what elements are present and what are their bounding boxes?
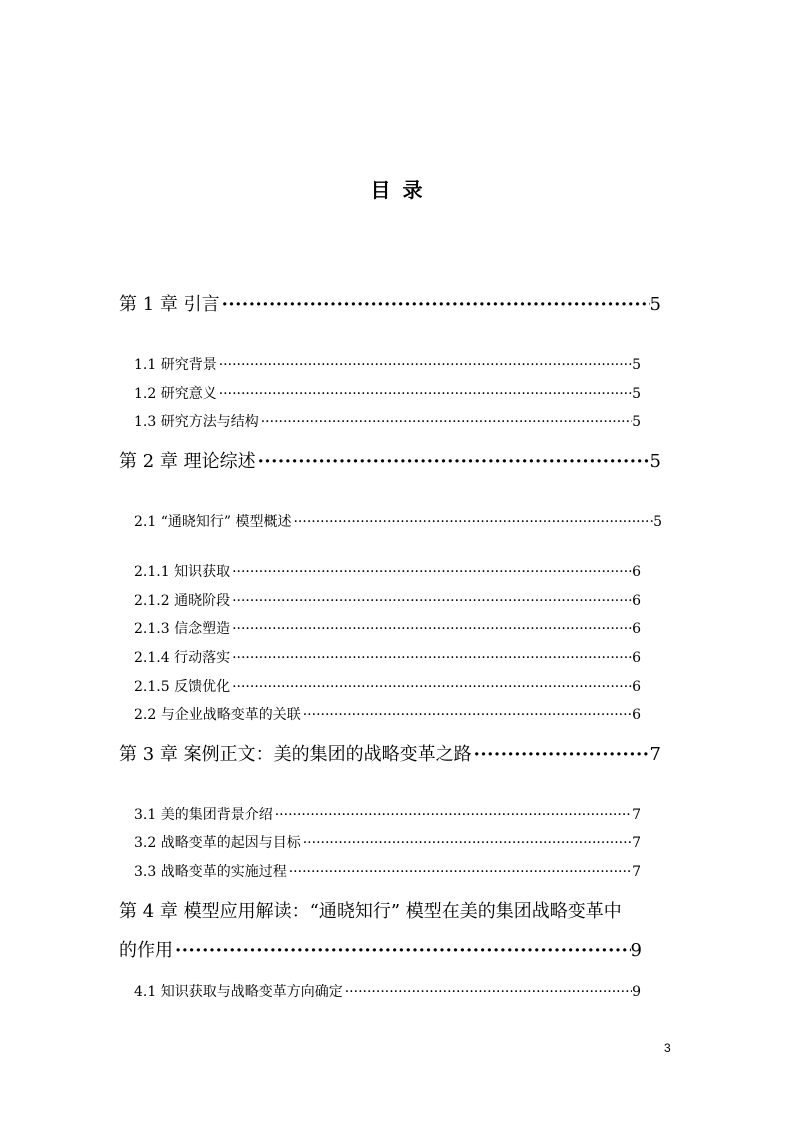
toc-label: 第 2 章 理论综述 (119, 451, 256, 472)
toc-label: 3.3 战略变革的实施过程 (134, 864, 287, 880)
toc-label: 1.1 研究背景 (134, 357, 217, 373)
toc-page-number: 6 (632, 707, 641, 723)
toc-label: 第 1 章 引言 (119, 294, 220, 315)
toc-page-number: 6 (632, 650, 641, 666)
toc-section-2-1-2[interactable] (134, 591, 641, 611)
toc-page-number: 6 (632, 679, 641, 695)
toc-leader-dots (303, 705, 632, 725)
toc-chapter-4-line-2[interactable] (119, 938, 642, 964)
toc-label: 2.2 与企业战略变革的关联 (134, 707, 301, 723)
toc-chapter-2[interactable] (119, 449, 661, 475)
toc-page-number: 7 (632, 835, 641, 851)
toc-section-4-1[interactable] (134, 982, 641, 1002)
toc-page-number: 6 (632, 621, 641, 637)
toc-label: 3.2 战略变革的起因与目标 (134, 835, 301, 851)
toc-leader-dots (345, 982, 632, 1002)
toc-label: 2.1.5 反馈优化 (134, 679, 231, 695)
toc-section-3-2[interactable] (134, 833, 641, 853)
toc-label: 2.1.4 行动落实 (134, 650, 231, 666)
toc-label: 1.3 研究方法与结构 (134, 414, 259, 430)
toc-title: 目录 (370, 178, 435, 202)
toc-page-number: 7 (632, 864, 641, 880)
toc-chapter-1[interactable] (119, 292, 661, 318)
toc-page-number: 9 (632, 984, 641, 1000)
toc-leader-dots (474, 742, 650, 768)
toc-page-number: 6 (632, 564, 641, 580)
toc-section-3-3[interactable] (134, 862, 641, 882)
toc-section-1-1[interactable] (134, 355, 641, 375)
toc-leader-dots (222, 292, 650, 318)
toc-section-2-1-1[interactable] (134, 562, 641, 582)
toc-section-2-1-4[interactable] (134, 648, 641, 668)
toc-section-1-2[interactable] (134, 384, 641, 404)
toc-page-number: 9 (630, 940, 642, 961)
toc-label: 1.2 研究意义 (134, 386, 217, 402)
toc-leader-dots (303, 833, 632, 853)
toc-page-number: 5 (632, 357, 641, 373)
toc-page-number: 5 (632, 414, 641, 430)
toc-label: 2.1.3 信念塑造 (134, 621, 231, 637)
toc-section-1-3[interactable] (134, 412, 641, 432)
toc-leader-dots (275, 805, 632, 825)
toc-label: 的作用 (119, 940, 173, 961)
toc-page-number: 5 (632, 386, 641, 402)
page-number: 3 (664, 1041, 671, 1055)
toc-leader-dots (175, 938, 631, 964)
toc-chapter-3[interactable] (119, 742, 661, 768)
toc-label: 2.1.1 知识获取 (134, 564, 231, 580)
toc-label: 3.1 美的集团背景介绍 (134, 807, 273, 823)
toc-label: 第 3 章 案例正文：美的集团的战略变革之路 (119, 744, 472, 765)
toc-chapter-4-line-1[interactable]: 第 4 章 模型应用解读：“通晓知行” 模型在美的集团战略变革中 (119, 901, 622, 922)
toc-page-number: 7 (649, 744, 661, 765)
toc-leader-dots (232, 591, 632, 611)
toc-leader-dots (232, 619, 632, 639)
toc-section-2-1-3[interactable] (134, 619, 641, 639)
toc-label: 2.1 “通晓知行” 模型概述 (134, 514, 292, 530)
toc-leader-dots (289, 862, 632, 882)
toc-leader-dots (232, 562, 632, 582)
toc-leader-dots (219, 355, 632, 375)
toc-section-2-1[interactable] (134, 512, 662, 532)
toc-leader-dots (293, 512, 653, 532)
toc-leader-dots (232, 648, 632, 668)
toc-leader-dots (232, 677, 632, 697)
toc-page-number: 5 (649, 294, 661, 315)
toc-leader-dots (219, 384, 632, 404)
toc-label: 4.1 知识获取与战略变革方向确定 (134, 984, 343, 1000)
toc-section-3-1[interactable] (134, 805, 641, 825)
toc-page-number: 6 (632, 593, 641, 609)
toc-leader-dots (261, 412, 632, 432)
toc-page-number: 7 (632, 807, 641, 823)
toc-label: 2.1.2 通晓阶段 (134, 593, 231, 609)
toc-page-number: 5 (649, 451, 661, 472)
toc-section-2-2[interactable] (134, 705, 641, 725)
toc-page-number: 5 (653, 514, 662, 530)
toc-leader-dots (258, 449, 650, 475)
toc-section-2-1-5[interactable] (134, 677, 641, 697)
